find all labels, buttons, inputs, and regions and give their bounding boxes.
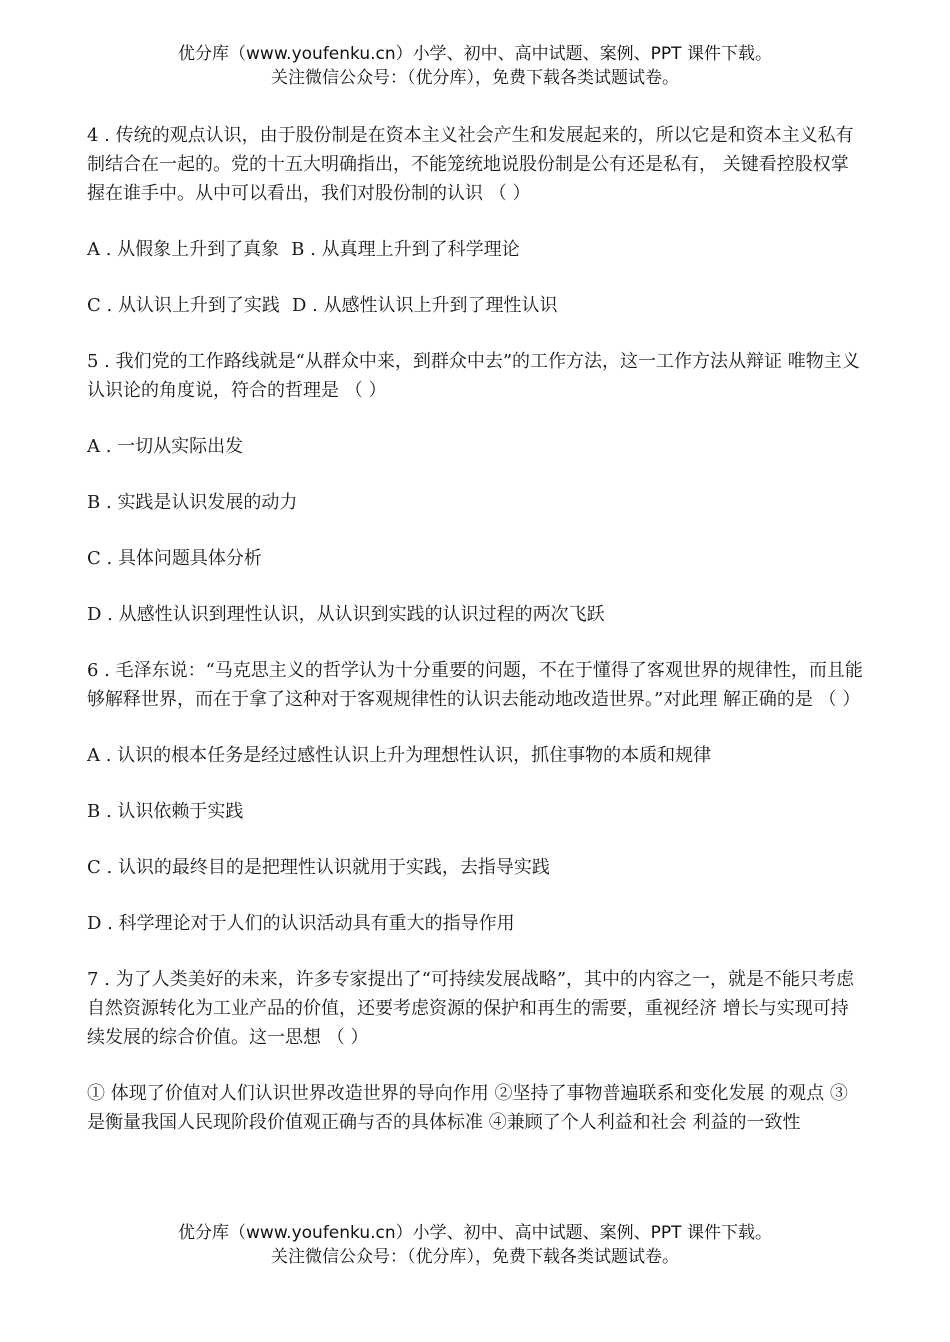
question-6 [87, 656, 863, 938]
question-7-items: ① 体现了价值对人们认识世界改造世界的导向作用 ②坚持了事物普遍联系和变化发展 的观点 ③是衡量我国人民现阶段价值观正确与否的具体标准 ④兼顾了个人利益和社会 利益的一致性 [87, 1083, 848, 1133]
question-5-stem: 5 . 我们党的工作路线就是“从群众中来，到群众中去”的工作方法，这一工作方法从辩证 唯物主义认识论的角度说，符合的哲理是 （ ） [87, 351, 860, 401]
option-a: A . 认识的根本任务是经过感性认识上升为理想性认识，抓住事物的本质和规律 [87, 745, 712, 766]
footer-line-1: 优分库（www.youfenku.cn）小学、初中、高中试题、案例、PPT 课件下载。 [178, 1223, 772, 1243]
question-7 [87, 965, 863, 1137]
question-4-options-ab [87, 235, 863, 264]
option-d: D . 从感性认识到理性认识，从认识到实践的认识过程的两次飞跃 [87, 604, 605, 625]
option-c: C . 从认识上升到了实践 [87, 295, 280, 316]
question-4-stem: 4 . 传统的观点认识，由于股份制是在资本主义社会产生和发展起来的，所以它是和资本主义私有制结合在一起的。党的十五大明确指出，不能笼统地说股份制是公有还是私有， 关键看控股权掌握在谁手中。从中可以看出，我们对股份制的认识 （ ） [87, 125, 854, 204]
page-footer [0, 1221, 950, 1269]
option-b: B . 从真理上升到了科学理论 [291, 239, 520, 260]
question-4 [87, 121, 863, 320]
page-header [0, 42, 950, 90]
question-7-stem: 7 . 为了人类美好的未来，许多专家提出了“可持续发展战略”，其中的内容之一，就是不能只考虑自然资源转化为工业产品的价值，还要考虑资源的保护和再生的需要，重视经济 增长与实现可持续发展的综合价值。这一思想 （ ） [87, 969, 855, 1048]
header-line-2: 关注微信公众号：（优分库），免费下载各类试题试卷。 [271, 68, 679, 88]
question-6-stem: 6 . 毛泽东说：“马克思主义的哲学认为十分重要的问题，不在于懂得了客观世界的规律性，而且能够解释世界，而在于拿了这种对于客观规律性的认识去能动地改造世界。”对此理 解正确的是 （ ） [87, 660, 863, 710]
option-b: B . 实践是认识发展的动力 [87, 492, 298, 513]
option-a: A . 从假象上升到了真象 [87, 239, 280, 260]
question-4-options-cd [87, 291, 863, 320]
header-line-1: 优分库（www.youfenku.cn）小学、初中、高中试题、案例、PPT 课件下载。 [178, 44, 772, 64]
exam-content [87, 121, 863, 1164]
option-b: B . 认识依赖于实践 [87, 801, 244, 822]
footer-line-2: 关注微信公众号：（优分库），免费下载各类试题试卷。 [271, 1247, 679, 1267]
option-d: D . 从感性认识上升到了理性认识 [291, 295, 558, 316]
option-c: C . 具体问题具体分析 [87, 548, 262, 569]
option-c: C . 认识的最终目的是把理性认识就用于实践，去指导实践 [87, 857, 550, 878]
option-d: D . 科学理论对于人们的认识活动具有重大的指导作用 [87, 913, 515, 934]
question-5 [87, 347, 863, 629]
option-a: A . 一切从实际出发 [87, 436, 244, 457]
